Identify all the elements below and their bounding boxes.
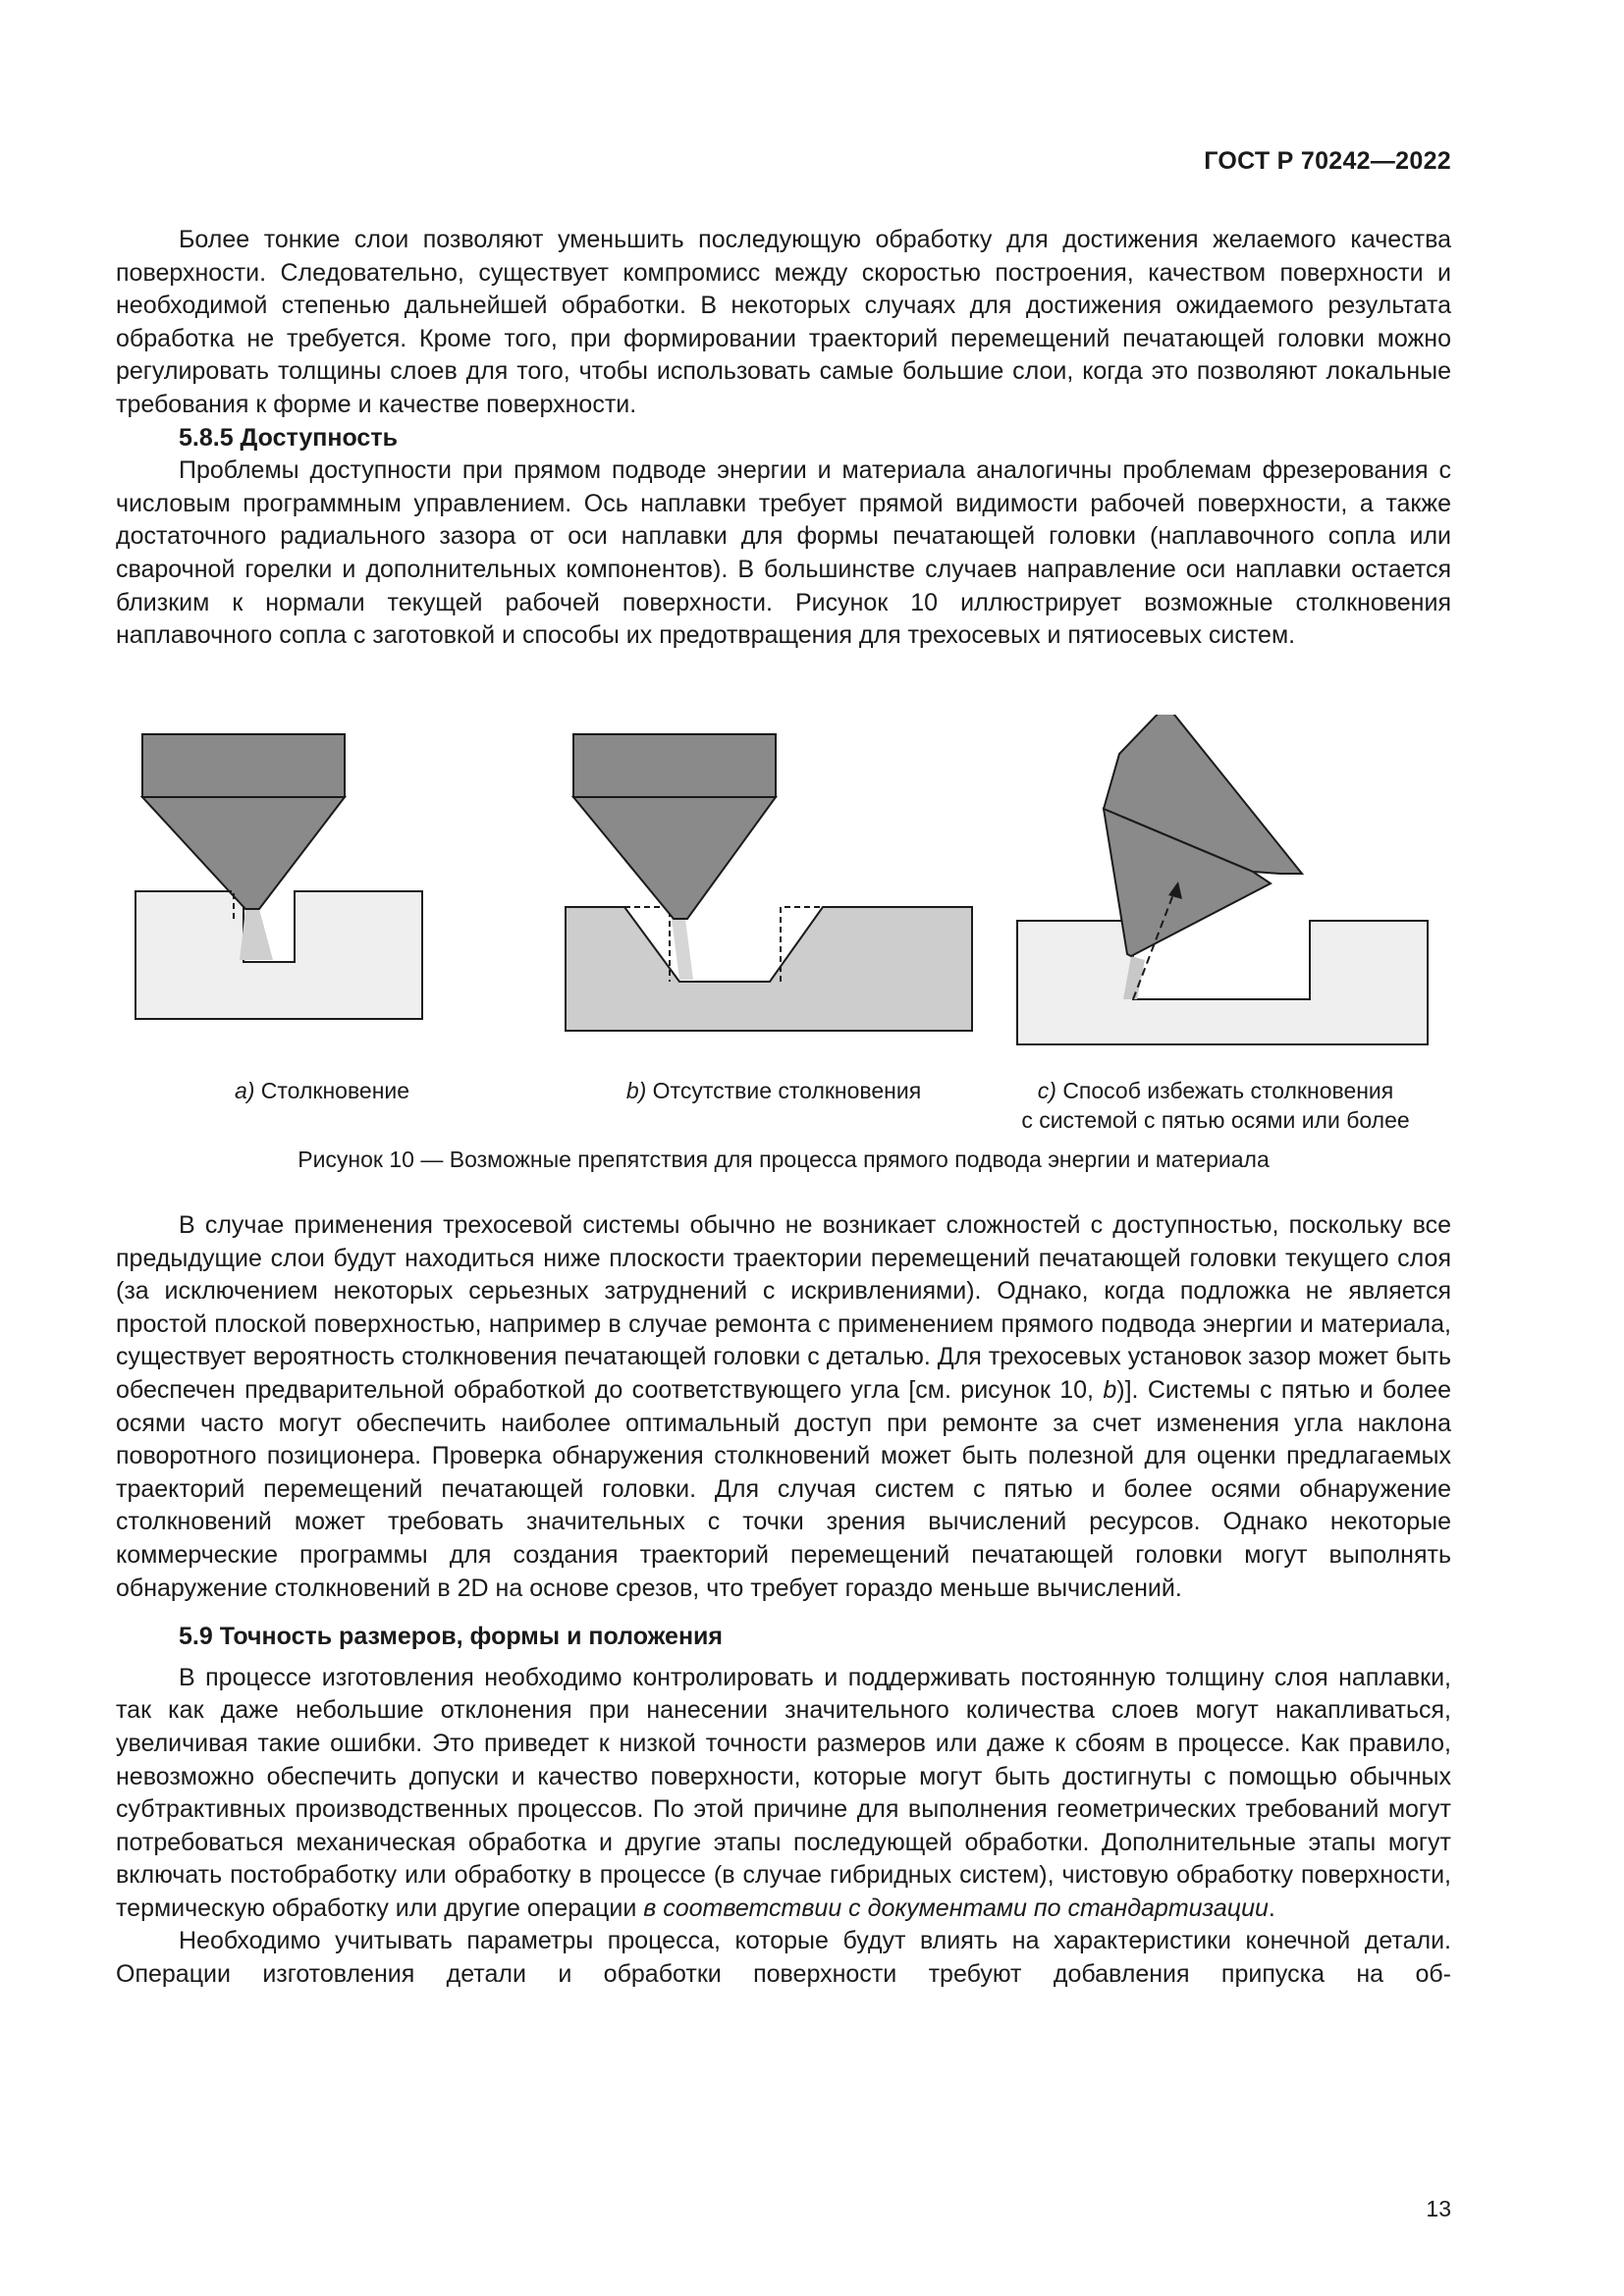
accuracy-paragraph-1	[116, 1662, 1451, 1926]
caption-a-text: Столкновение	[260, 1078, 410, 1103]
page-number: 13	[1426, 2196, 1451, 2221]
bottom-text-block	[116, 1209, 1451, 1992]
accuracy-text-1: В процессе изготовления необходимо контролировать и поддерживать постоянную толщину слоя наплавки, так как даже небольшие отклонения при нанесении значительного количества слоев могут накапливаться, увеличивая такие ошибки. Это приведет к низкой точности размеров или даже к сбоям в процессе. Как правило, невозможно обеспечить допуски и качество поверхности, которые могут быть достигнуты с помощью обычных субтрактивных производственных процессов. По этой причине для выполнения геометрических требований могут потребоваться механическая обработка и другие этапы последующей обработки. Дополнительные этапы могут включать постобработку или обработку в процессе (в случае гибридных систем), чистовую обработку поверхности, термическую обработку или другие операции	[116, 1663, 1451, 1922]
nozzle-cone-b	[573, 797, 776, 919]
nozzle-body-b	[573, 734, 776, 797]
panel-b-no-collision-diagram	[566, 734, 972, 1031]
section-heading-5-9: 5.9 Точность размеров, формы и положения	[179, 1623, 724, 1651]
three-axis-paragraph	[116, 1209, 1451, 1605]
caption-a	[175, 1076, 469, 1105]
nozzle-body-a	[142, 734, 345, 797]
accessibility-paragraph: Проблемы доступности при прямом подводе энергии и материала аналогичны проблемам фрезерования с числовым программным управлением. Ось наплавки требует прямой видимости рабочей поверхности, а также достаточного радиального зазора от оси наплавки для формы печатающей головки (наплавочного сопла или сварочной горелки и дополнительных компонентов). В большинстве случаев направление оси наплавки остается близким к нормали текущей рабочей поверхности. Рисунок 10 иллюстрирует возможные столкновения наплавочного сопла с заготовкой и способы их предотвращения для трехосевых и пятиосевых систем.	[116, 456, 1451, 650]
caption-c-text: Способ избежать столкновения	[1062, 1078, 1394, 1103]
panel-c-five-axis-diagram	[1017, 715, 1428, 1044]
three-axis-text-2: )]. Системы с пятью и более осями часто могут обеспечить наиболее оптимальный доступ при ремонте за счет изменения угла наклона поворотного позиционера. Проверка обнаружения столкновений может быть полезной для оценки предлагаемых траекторий перемещений печатающей головки. Для случая систем с пятью и более осями обнаружение столкновений может требовать значительных с точки зрения вычислений ресурсов. Однако некоторые коммерческие программы для создания траекторий перемещений печатающей головки могут выполнять обнаружение столкновений в 2D на основе срезов, что требует гораздо меньше вычислений.	[116, 1375, 1451, 1602]
figure-ref-italic: b	[1103, 1375, 1117, 1404]
accuracy-text-end: .	[1268, 1894, 1275, 1922]
section-heading-5-8-5: 5.8.5 Доступность	[179, 423, 398, 452]
caption-b	[577, 1076, 970, 1105]
document-code: ГОСТ Р 70242—2022	[1204, 147, 1451, 175]
caption-c-letter: c)	[1037, 1078, 1056, 1103]
deposition-beam-b	[672, 919, 693, 980]
caption-b-text: Отсутствие столкновения	[652, 1078, 922, 1103]
caption-a-letter: a)	[234, 1078, 255, 1103]
workpiece-a	[135, 891, 422, 1019]
caption-c	[1000, 1076, 1432, 1135]
caption-c-text-line2: с системой с пятью осями или более	[1021, 1107, 1410, 1133]
panel-a-collision-diagram	[135, 734, 422, 1019]
deposition-beam-a	[240, 909, 273, 960]
top-text-block	[116, 224, 1451, 653]
standards-ref-italic: в соответствии с документами по стандартизации	[643, 1894, 1269, 1922]
figure-title: Рисунок 10 — Возможные препятствия для процесса прямого подвода энергии и материала	[298, 1147, 1270, 1172]
three-axis-text-1: В случае применения трехосевой системы обычно не возникает сложностей с доступностью, поскольку все предыдущие слои будут находиться ниже плоскости траектории перемещений печатающей головки текущего слоя (за исключением некоторых серьезных затруднений с искривлениями). Однако, когда подложка не является простой плоской поверхностью, например в случае ремонта с применением прямого подвода энергии и материала, существует вероятность столкновения печатающей головки с деталью. Для трехосевых установок зазор может быть обеспечен предварительной обработкой до соответствующего угла [см. рисунок 10,	[116, 1211, 1451, 1404]
intro-paragraph: Более тонкие слои позволяют уменьшить последующую обработку для достижения желаемого качества поверхности. Следовательно, существует компромисс между скоростью построения, качеством поверхности и необходимой степенью дальнейшей обработки. В некоторых случаях для достижения ожидаемого результата обработка не требуется. Кроме того, при формировании траекторий перемещений печатающей головки можно регулировать толщины слоев для того, чтобы использовать самые большие слои, когда это позволяют локальные требования к форме и качестве поверхности.	[116, 226, 1451, 418]
workpiece-b	[566, 907, 972, 1031]
caption-b-letter: b)	[625, 1078, 647, 1103]
accuracy-paragraph-2: Необходимо учитывать параметры процесса, которые будут влиять на характеристики конечной детали. Операции изготовления детали и обработки поверхности требуют добавления припуска на об-	[116, 1927, 1451, 1989]
figure-10	[116, 715, 1451, 1147]
workpiece-c	[1017, 921, 1428, 1044]
